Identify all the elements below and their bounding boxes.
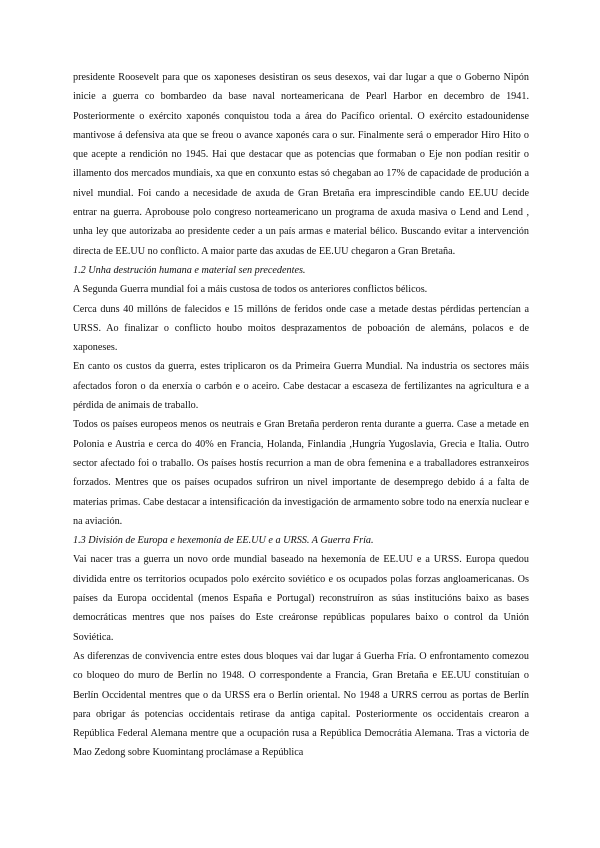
document-body (73, 68, 529, 763)
section-heading-1-3: 1.3 División de Europa e hexemonía de EE.UU e a URSS. A Guerra Fría. (73, 535, 374, 547)
paragraph-costliest-war: A Segunda Guerra mundial foi a máis custosa de todos os anteriores conflictos bélicos. (73, 284, 428, 296)
paragraph-pearl-harbor: presidente Roosevelt para que os xaponeses desistiran os seus desexos, vai dar lugar a que o Goberno Nipón inicie a guerra co bombardeo da base naval norteamericana de Pearl Harbor en decembro de 1941. Posteriormente o exército xaponés conquistou toda a área do Pacífico oriental. O exército estadounidense mantivose á defensiva ata que se freou o avance xaponés cara o sur. Finalmente será o emperador Hiro Hito o que acepte a rendición no 1945. Hai que destacar que as potencias que formaban o Eje non podían resitir o illamento dos mercados mundiais, xa que en conxunto estas só chegaban ao 17% de capacidade de produción a nivel mundial. Foi cando a necesidade de axuda de Gran Bretaña era imprescindible cando EE.UU decide entrar na guerra. Aprobouse polo congreso norteamericano un programa de axuda masiva o Lend and Lend , unha ley que autorizaba ao presidente ceder a un país armas e material bélico. Buscando evitar a intervención directa de EE.UU no conflicto. A maior parte das axudas de EE.UU chegaron a Gran Bretaña. (73, 72, 529, 257)
paragraph-casualties: Cerca duns 40 millóns de falecidos e 15 millóns de feridos onde case a metade destas pérdidas pertencían a URSS. Ao finalizar o conflicto houbo moitos desprazamentos de poboación de alemáns, polacos e de xaponeses. (73, 303, 529, 354)
section-heading-1-2: 1.2 Unha destrución humana e material sen precedentes. (73, 264, 306, 276)
paragraph-war-costs: En canto os custos da guerra, estes triplicaron os da Primeira Guerra Mundial. Na industria os sectores máis afectados foron o da enerxía o carbón e o aceiro. Cabe destacar a escaseza de fertilizantes na agricultura e a pérdida de animais de traballo. (73, 361, 529, 412)
paragraph-new-world-order: Vai nacer tras a guerra un novo orde mundial baseado na hexemonía de EE.UU e a URSS. Europa quedou dividida entre os territorios ocupados polo exército soviético e os ocupados polas forzas angloamericanas. Os países da Europa occidental (menos España e Portugal) reconstruíron as súas institucións baixo as bases democráticas mentres que nos países do Este creáronse repúblicas populares baixo o control da Unión Soviética. (73, 554, 529, 643)
paragraph-income-loss: Todos os países europeos menos os neutrais e Gran Bretaña perderon renta durante a guerra. Case a metade en Polonia e Austria e cerca do 40% en Francia, Holanda, Finlandia ,Hungría Yugoslavia, Grecia e Italia. Outro sector afectado foi o traballo. Os países hostís recurrion a man de obra femenina e a traballadores estranxeiros forzados. Mentres que os países ocupados sufriron un nivel importante de desemprego debido á a falta de materias primas. Cabe destacar a intensificación da investigación de armamento sobre todo na enerxía nuclear e na aviación. (73, 419, 529, 527)
paragraph-cold-war: As diferenzas de convivencia entre estes dous bloques vai dar lugar á Guerha Fría. O enfrontamento comezou co bloqueo do muro de Berlín no 1948. O correspondente a Francia, Gran Bretaña e EE.UU constituían o Berlín Occidental mentres que o da URSS era o Berlín oriental. No 1948 a URRS cerrou as portas de Berlín para obrigar ás potencias occidentais retirase da antiga capital. Posteriormente os occidentais crearon a República Federal Alemana mentre que a ocupación rusa a República Democrátia Alemana. Tras a victoria de Mao Zedong sobre Kuomintang proclámase a República (73, 650, 529, 759)
